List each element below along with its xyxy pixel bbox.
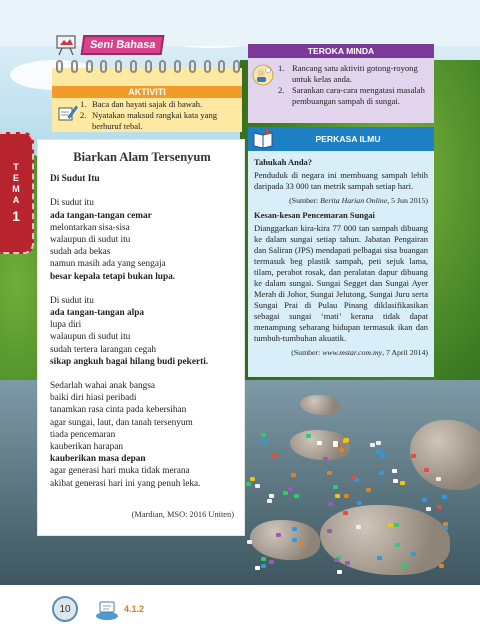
binding-ring xyxy=(145,60,152,73)
poem-source: (Mardian, MSO: 2016 Uniten) xyxy=(131,509,234,519)
teroka-minda-box xyxy=(248,44,434,123)
binding-ring xyxy=(233,60,240,73)
list-item: 1. Baca dan hayati sajak di bawah. xyxy=(80,99,203,109)
litter-piece xyxy=(337,570,342,574)
binding-ring xyxy=(56,60,63,73)
poem-line: ada tangan-tangan cemar xyxy=(50,210,152,221)
litter-piece xyxy=(379,471,384,475)
litter-piece xyxy=(276,533,281,537)
litter-piece xyxy=(394,523,399,527)
pencil-paper-icon xyxy=(58,104,78,122)
litter-piece xyxy=(376,441,381,445)
litter-piece xyxy=(333,441,338,445)
litter-piece xyxy=(411,454,416,458)
binding-ring xyxy=(130,60,137,73)
list-item: 1. Rancang satu aktiviti gotong-royong untuk kelas anda. xyxy=(278,63,418,84)
poem-line: besar kepala tetapi bukan lupa. xyxy=(50,271,176,282)
poem-line: agar sungai, laut, dan tanah tersenyum xyxy=(50,417,193,428)
thinking-person-icon xyxy=(252,64,274,86)
poem-line: tiada pencemaran xyxy=(50,429,116,440)
poem-line: akibat generasi hari ini yang penuh leka. xyxy=(50,478,201,489)
litter-piece xyxy=(345,561,350,565)
litter-piece xyxy=(261,564,266,568)
litter-piece xyxy=(255,566,260,570)
litter-piece xyxy=(261,557,266,561)
litter-piece xyxy=(262,440,267,444)
litter-piece xyxy=(442,495,447,499)
litter-piece xyxy=(247,540,252,544)
seni-bahasa-header xyxy=(54,34,163,56)
litter-piece xyxy=(328,502,333,506)
litter-piece xyxy=(370,443,375,447)
litter-piece xyxy=(335,494,340,498)
litter-piece xyxy=(291,473,296,477)
perkasa-ilmu-body xyxy=(248,151,434,358)
litter-piece xyxy=(411,552,416,556)
tema-letter: A xyxy=(12,195,20,205)
pencemaran-sungai-title: Kesan-kesan Pencemaran Sungai xyxy=(254,210,375,220)
binding-ring xyxy=(159,60,166,73)
tahukah-anda-text: Penduduk di negara ini membuang sampah lebih daripada 33 000 tan metrik sampah setiap hari. xyxy=(254,170,428,191)
pencemaran-sungai-source: (Sumber: www.mstar.com.my, 7 April 2014) xyxy=(291,348,428,357)
litter-piece xyxy=(422,498,427,502)
litter-piece xyxy=(339,448,344,452)
litter-piece xyxy=(356,525,361,529)
aktiviti-list xyxy=(80,99,240,132)
litter-piece xyxy=(436,477,441,481)
poem-body xyxy=(50,173,234,490)
poem-line: Di sudut itu xyxy=(50,198,94,209)
poem-panel xyxy=(38,140,244,535)
poem-line: walaupun di sudut itu xyxy=(50,332,131,343)
litter-piece xyxy=(317,441,322,445)
poem-line: ada tangan-tangan alpa xyxy=(50,308,145,319)
poem-line: baiki diri hiasi peribadi xyxy=(50,393,137,404)
poem-line: kauberikan harapan xyxy=(50,442,124,453)
litter-piece xyxy=(269,560,274,564)
tahukah-anda-source: (Sumber: Berita Harian Online, 5 Jun 2015) xyxy=(289,196,428,205)
perkasa-ilmu-box xyxy=(248,127,434,377)
litter-piece xyxy=(333,485,338,489)
litter-piece xyxy=(334,558,339,562)
litter-piece xyxy=(343,511,348,515)
binding-ring xyxy=(204,60,211,73)
litter-piece xyxy=(267,499,272,503)
litter-piece xyxy=(402,563,407,567)
litter-piece xyxy=(306,434,311,438)
poem-line: sikap angkuh bagai hilang budi pekerti. xyxy=(50,356,209,367)
litter-piece xyxy=(299,541,304,545)
easel-icon xyxy=(54,34,78,56)
litter-piece xyxy=(392,469,397,473)
tema-letter: M xyxy=(12,184,20,194)
poem-line: lupa diri xyxy=(50,320,82,331)
poem-line: kauberikan masa depan xyxy=(50,454,146,465)
litter-piece xyxy=(437,505,442,509)
tema-tab xyxy=(0,132,34,254)
aktiviti-heading: AKTIVITI xyxy=(52,86,242,98)
poem-line: sudah tertera larangan cegah xyxy=(50,344,157,355)
litter-piece xyxy=(377,556,382,560)
poem-line: sudah ada bekas xyxy=(50,247,111,258)
litter-piece xyxy=(393,479,398,483)
stanza-gap xyxy=(50,283,234,295)
binding-ring xyxy=(218,60,225,73)
litter-piece xyxy=(426,507,431,511)
litter-piece xyxy=(344,494,349,498)
litter-piece xyxy=(443,526,448,530)
list-item: 2. Sarankan cara-cara mengatasi masalah pembuangan sampah di sungai. xyxy=(278,85,425,106)
teroka-minda-list xyxy=(278,63,430,107)
litter-piece xyxy=(255,484,260,488)
poem-line: Sedarlah wahai anak bangsa xyxy=(50,381,156,392)
poem-line: Di Sudut Itu xyxy=(50,174,100,185)
stanza-gap xyxy=(50,368,234,380)
litter-piece xyxy=(288,487,293,491)
binding-ring xyxy=(86,60,93,73)
poem-line: agar generasi hari muka tidak merana xyxy=(50,466,190,477)
litter-piece xyxy=(292,538,297,542)
binding-ring xyxy=(115,60,122,73)
poem-line: tanamkan rasa cinta pada kebersihan xyxy=(50,405,187,416)
tahukah-anda-title: Tahukah Anda? xyxy=(254,157,313,167)
litter-piece xyxy=(272,454,277,458)
tema-number: 1 xyxy=(12,208,20,224)
litter-piece xyxy=(292,527,297,531)
litter-piece xyxy=(439,564,444,568)
litter-piece xyxy=(246,482,251,486)
stanza-gap xyxy=(50,185,234,197)
litter-piece xyxy=(400,481,405,485)
spiral-binding xyxy=(56,60,240,74)
poem-line: Di sudut itu xyxy=(50,295,94,306)
litter-piece xyxy=(424,468,429,472)
binding-ring xyxy=(71,60,78,73)
page-number: 10 xyxy=(52,596,78,622)
pencemaran-sungai-text: Dianggarkan kira-kira 77 000 tan sampah dibuang ke dalam sungai setiap tahun. Jabatan Pengairan dan Saliran (JPS) mendapati pelbagai sisa buangan termasuk beg plastik sampah, peti sejuk lama, tilam, perabot rosak, dan peralatan dapur dibuang ke dalam sungai. Sungai Segget dan Sungai Ayer Merah di Johor, Sungai Jelutong, Sungai Juru serta Sungai Prai di Pulau Pinang diklasifikasikan sebagai sungai ‘mati’ kerana tidak dapat menampung sebarang hidupan termasuk ikan dan tumbuh-tumbuhan akuatik. xyxy=(254,223,428,343)
litter-piece xyxy=(327,471,332,475)
litter-piece xyxy=(261,433,266,437)
binding-ring xyxy=(189,60,196,73)
litter-piece xyxy=(327,529,332,533)
litter-piece xyxy=(351,476,356,480)
perkasa-ilmu-heading: PERKASA ILMU xyxy=(248,127,434,151)
litter-piece xyxy=(283,491,288,495)
binding-ring xyxy=(174,60,181,73)
binding-ring xyxy=(100,60,107,73)
poem-line: walaupun di sudut itu xyxy=(50,235,131,246)
litter-piece xyxy=(323,457,328,461)
tema-letter: E xyxy=(12,173,19,183)
seni-bahasa-label: Seni Bahasa xyxy=(81,35,165,55)
standard-code: 4.1.2 xyxy=(124,604,145,614)
litter-piece xyxy=(343,439,348,443)
book-icon xyxy=(252,129,274,149)
poem-line: namun masih ada yang sengaja xyxy=(50,259,166,270)
litter-piece xyxy=(376,450,381,454)
teroka-minda-heading: TEROKA MINDA xyxy=(248,44,434,58)
litter-piece xyxy=(294,494,299,498)
standard-code-icon xyxy=(94,597,120,621)
list-item: 2. Nyatakan maksud rangkai kata yang berhuruf tebal. xyxy=(80,110,218,131)
litter-piece xyxy=(395,543,400,547)
litter-piece xyxy=(250,477,255,481)
poem-title: Biarkan Alam Tersenyum xyxy=(73,150,211,164)
litter-piece xyxy=(388,523,393,527)
poem-line: melontarkan sisa-sisa xyxy=(50,222,130,233)
tema-letter: T xyxy=(13,162,19,172)
litter-piece xyxy=(269,494,274,498)
litter-piece xyxy=(366,488,371,492)
litter-piece xyxy=(357,501,362,505)
